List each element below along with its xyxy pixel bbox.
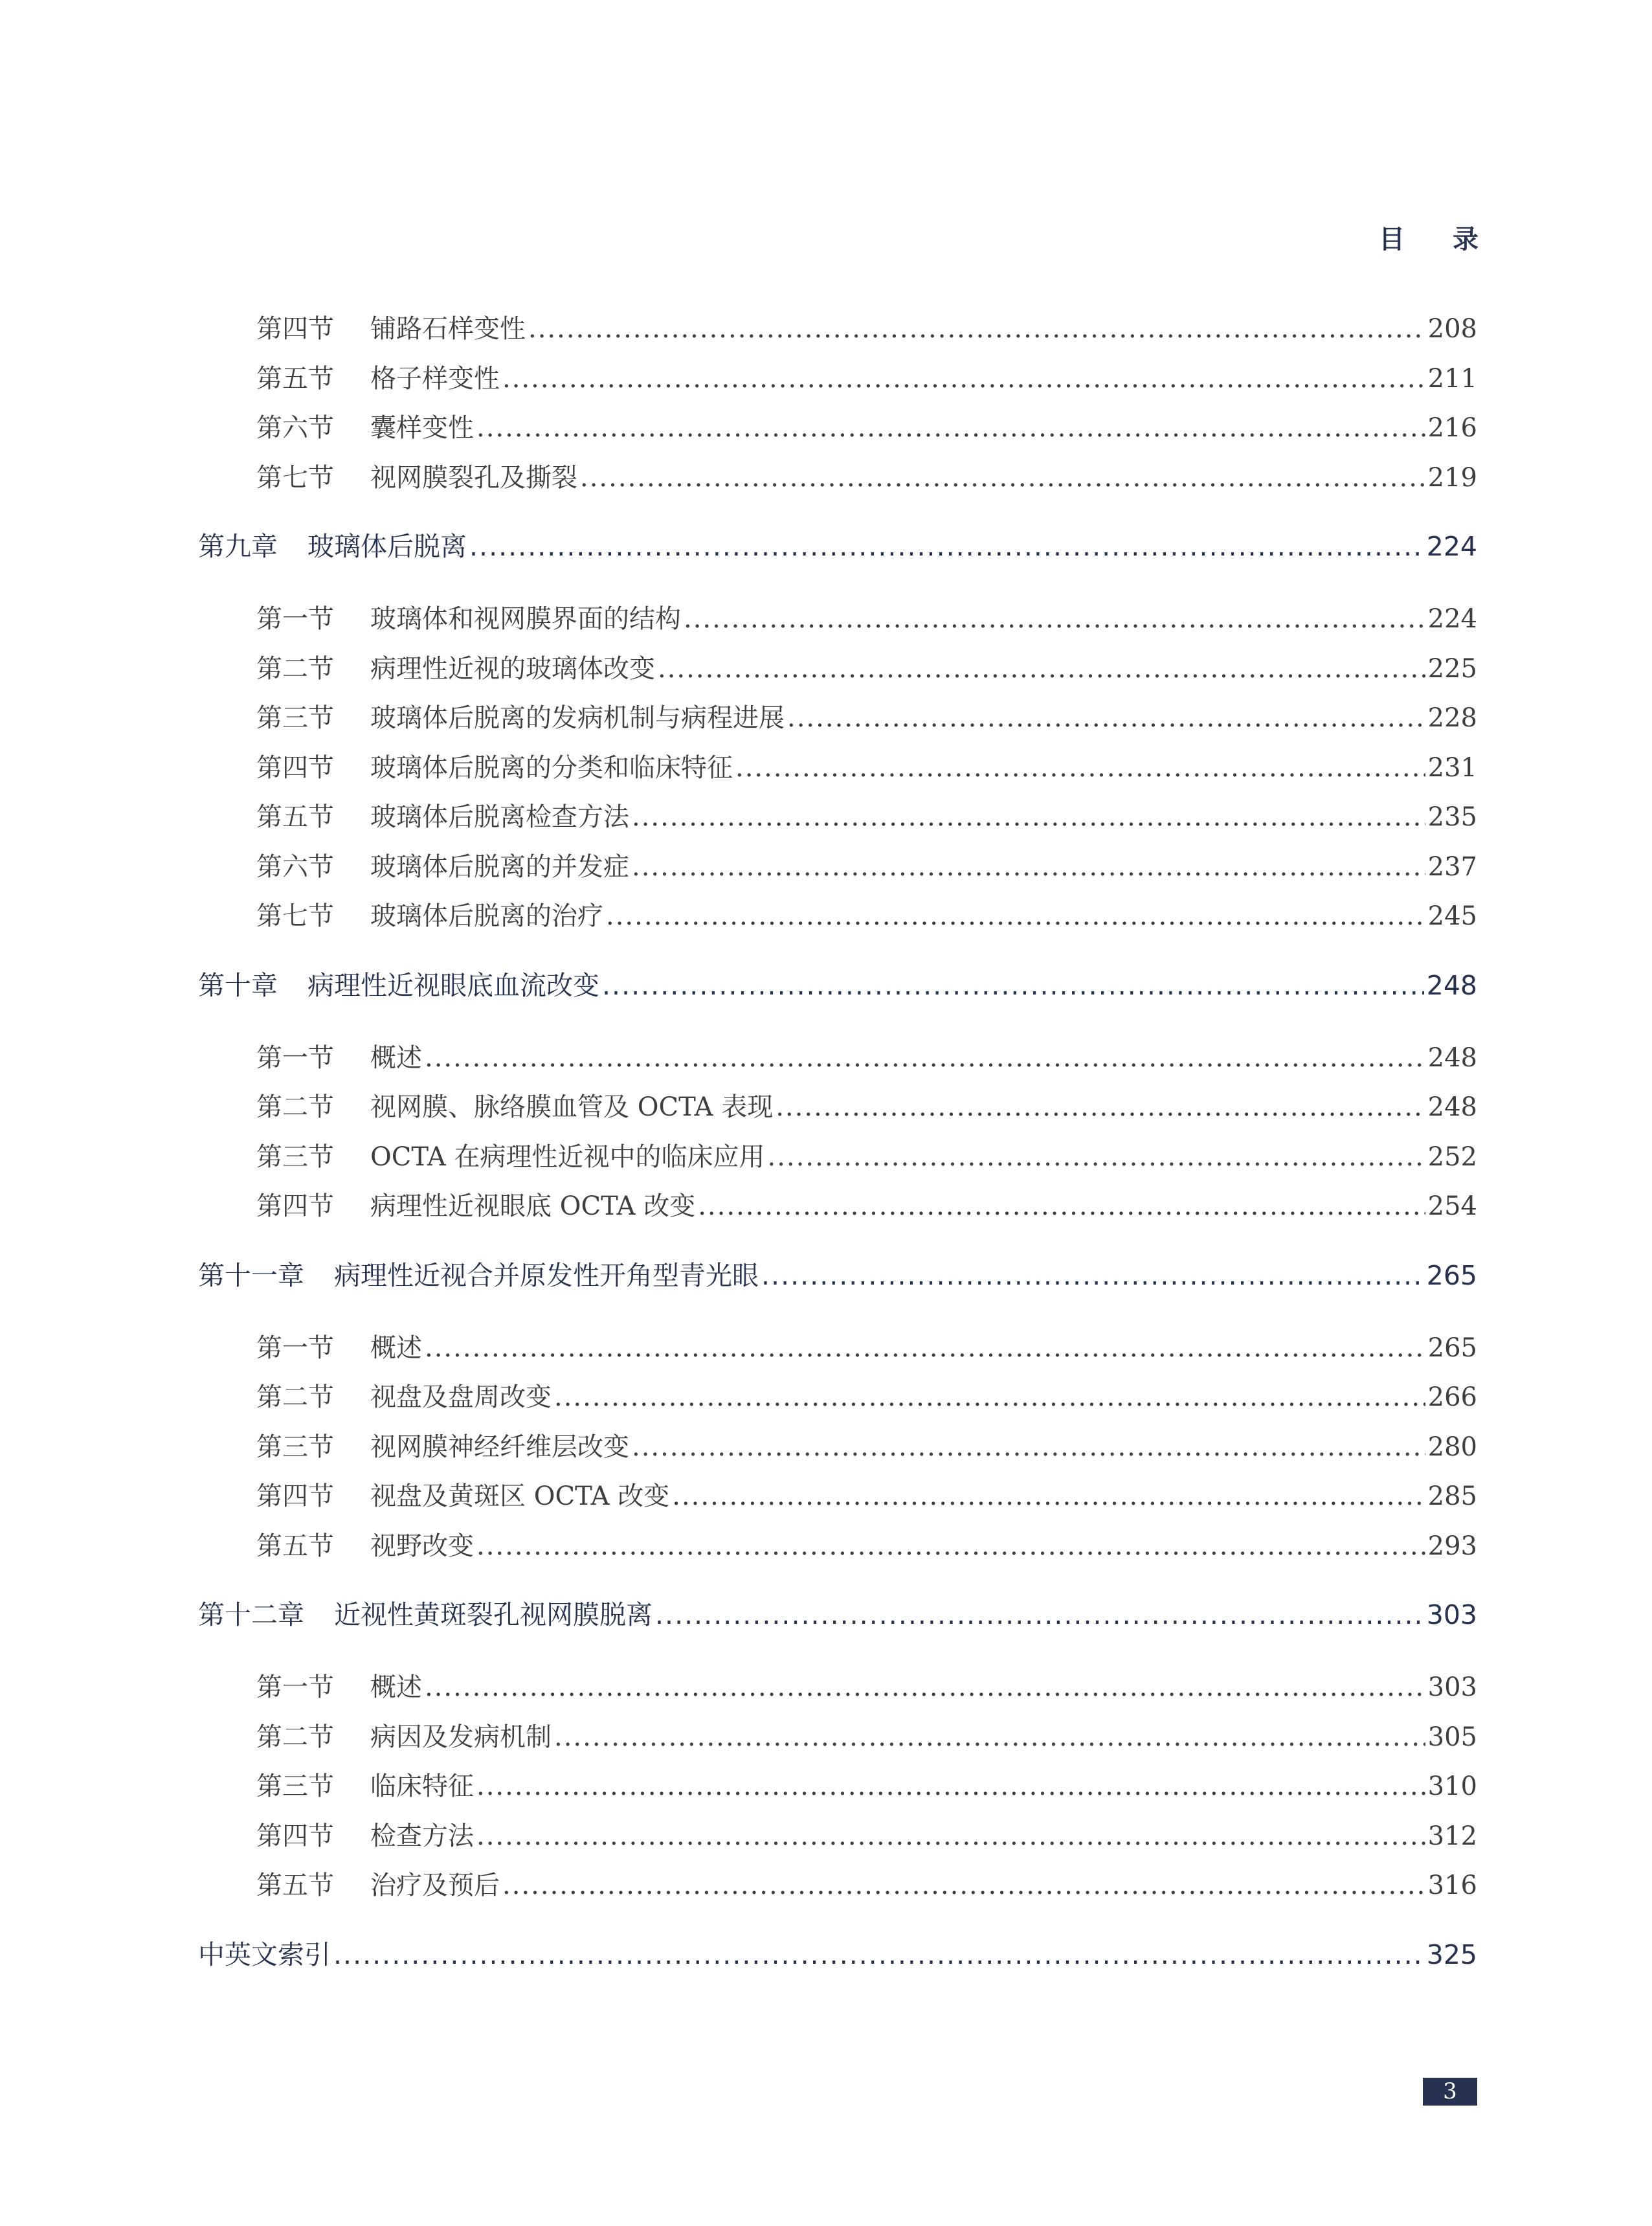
toc-section-entry[interactable] bbox=[256, 1132, 1477, 1182]
toc-section-entry[interactable] bbox=[256, 1422, 1477, 1472]
section-title: 视野改变 bbox=[370, 1531, 474, 1561]
toc-section-entry[interactable] bbox=[256, 743, 1477, 793]
section-number: 第一节 bbox=[256, 1672, 334, 1702]
page-number: 248 bbox=[1427, 1042, 1477, 1073]
toc-chapter-entry[interactable] bbox=[198, 961, 1477, 1010]
toc-section-entry[interactable] bbox=[256, 1663, 1477, 1713]
table-of-contents bbox=[0, 304, 1652, 2003]
toc-section-entry[interactable] bbox=[256, 1182, 1477, 1231]
page-number: 237 bbox=[1427, 851, 1477, 882]
toc-chapter-entry[interactable] bbox=[198, 1590, 1477, 1639]
toc-section-entry[interactable] bbox=[256, 403, 1477, 453]
section-number: 第一节 bbox=[256, 1042, 334, 1073]
toc-section-entry[interactable] bbox=[256, 892, 1477, 941]
section-title: 玻璃体和视网膜界面的结构 bbox=[370, 604, 681, 634]
page-number: 254 bbox=[1427, 1191, 1477, 1221]
page-number: 208 bbox=[1427, 314, 1477, 344]
page-number: 228 bbox=[1427, 703, 1477, 733]
section-title: 概述 bbox=[370, 1672, 422, 1702]
section-number: 第四节 bbox=[256, 1191, 334, 1221]
dot-leader bbox=[580, 453, 1425, 503]
toc-section-entry[interactable] bbox=[256, 793, 1477, 842]
section-number: 第二节 bbox=[256, 1722, 334, 1752]
section-number: 第二节 bbox=[256, 1092, 334, 1122]
page-number: 235 bbox=[1427, 802, 1477, 832]
page-number: 312 bbox=[1427, 1821, 1477, 1851]
section-number: 第一节 bbox=[256, 604, 334, 634]
toc-section-entry[interactable] bbox=[256, 594, 1477, 644]
dot-leader bbox=[632, 793, 1425, 842]
section-number: 第五节 bbox=[256, 802, 334, 832]
dot-leader bbox=[768, 1132, 1425, 1182]
dot-leader bbox=[632, 1422, 1425, 1472]
section-number: 第一节 bbox=[256, 1332, 334, 1363]
section-number: 第二节 bbox=[256, 653, 334, 684]
page-number: 285 bbox=[1427, 1481, 1477, 1511]
section-number: 第六节 bbox=[256, 851, 334, 882]
section-number: 第五节 bbox=[256, 1531, 334, 1561]
section-title: 玻璃体后脱离的治疗 bbox=[370, 901, 603, 931]
page-number: 293 bbox=[1427, 1531, 1477, 1561]
page-number: 316 bbox=[1427, 1871, 1477, 1900]
page-number: 266 bbox=[1427, 1382, 1477, 1412]
chapter-title: 病理性近视合并原发性开角型青光眼 bbox=[334, 1259, 759, 1291]
section-number: 第四节 bbox=[256, 752, 334, 783]
section-number: 第二节 bbox=[256, 1382, 334, 1412]
section-number: 第七节 bbox=[256, 901, 334, 931]
toc-section-entry[interactable] bbox=[256, 1472, 1477, 1522]
page-number: 248 bbox=[1426, 969, 1477, 1001]
dot-leader bbox=[476, 1812, 1425, 1861]
dot-leader bbox=[787, 693, 1425, 743]
page-number: 216 bbox=[1427, 413, 1477, 443]
section-title: 概述 bbox=[370, 1332, 422, 1363]
toc-section-entry[interactable] bbox=[256, 1861, 1477, 1911]
toc-section-entry[interactable] bbox=[256, 453, 1477, 503]
toc-section-entry[interactable] bbox=[256, 1812, 1477, 1861]
toc-section-entry[interactable] bbox=[256, 354, 1477, 404]
toc-chapter-entry[interactable] bbox=[198, 1251, 1477, 1300]
page-number: 225 bbox=[1427, 653, 1477, 684]
section-number: 第三节 bbox=[256, 1141, 334, 1172]
toc-section-entry[interactable] bbox=[256, 1373, 1477, 1422]
dot-leader bbox=[672, 1472, 1425, 1522]
section-number: 第五节 bbox=[256, 363, 334, 394]
dot-leader bbox=[476, 403, 1425, 453]
section-title: 病理性近视的玻璃体改变 bbox=[370, 653, 655, 684]
page-number: 248 bbox=[1427, 1092, 1477, 1122]
dot-leader bbox=[476, 1762, 1425, 1812]
index-title: 中英文索引 bbox=[198, 1939, 331, 1970]
page-number: 265 bbox=[1426, 1259, 1477, 1291]
chapter-number: 第十章 bbox=[198, 969, 278, 1001]
toc-section-entry[interactable] bbox=[256, 1083, 1477, 1132]
section-number: 第七节 bbox=[256, 462, 334, 493]
section-title: 视网膜神经纤维层改变 bbox=[370, 1432, 629, 1462]
section-title: 铺路石样变性 bbox=[370, 314, 526, 344]
dot-leader bbox=[655, 1590, 1424, 1639]
dot-leader bbox=[476, 1522, 1425, 1571]
page-number: 224 bbox=[1427, 604, 1477, 634]
section-title: 病因及发病机制 bbox=[370, 1722, 552, 1752]
section-title: 玻璃体后脱离的发病机制与病程进展 bbox=[370, 703, 785, 733]
section-title: 视网膜、脉络膜血管及 OCTA 表现 bbox=[370, 1092, 774, 1122]
toc-section-entry[interactable] bbox=[256, 1762, 1477, 1812]
section-number: 第四节 bbox=[256, 314, 334, 344]
page-number: 219 bbox=[1427, 462, 1477, 493]
dot-leader bbox=[761, 1251, 1424, 1300]
chapter-number: 第十二章 bbox=[198, 1599, 304, 1630]
section-title: 病理性近视眼底 OCTA 改变 bbox=[370, 1191, 696, 1221]
chapter-title: 病理性近视眼底血流改变 bbox=[307, 969, 599, 1001]
page-number: 280 bbox=[1427, 1432, 1477, 1462]
section-number: 第五节 bbox=[256, 1871, 334, 1900]
section-number: 第六节 bbox=[256, 413, 334, 443]
page-number: 265 bbox=[1427, 1332, 1477, 1363]
section-number: 第三节 bbox=[256, 703, 334, 733]
dot-leader bbox=[606, 892, 1425, 941]
section-title: 格子样变性 bbox=[370, 363, 500, 394]
toc-section-entry[interactable] bbox=[256, 1713, 1477, 1762]
chapter-title: 玻璃体后脱离 bbox=[307, 531, 467, 562]
section-title: 玻璃体后脱离的并发症 bbox=[370, 851, 629, 882]
section-number: 第三节 bbox=[256, 1771, 334, 1801]
dot-leader bbox=[469, 522, 1424, 571]
dot-leader bbox=[684, 594, 1425, 644]
toc-section-entry[interactable] bbox=[256, 842, 1477, 892]
page-number: 224 bbox=[1426, 531, 1477, 562]
toc-section-entry[interactable] bbox=[256, 693, 1477, 743]
toc-section-entry[interactable] bbox=[256, 304, 1477, 354]
dot-leader bbox=[425, 1323, 1425, 1373]
page-number-badge: 3 bbox=[1423, 2078, 1477, 2106]
dot-leader bbox=[554, 1373, 1425, 1422]
dot-leader bbox=[425, 1033, 1425, 1083]
page-number: 245 bbox=[1427, 901, 1477, 931]
dot-leader bbox=[776, 1083, 1425, 1132]
dot-leader bbox=[602, 961, 1424, 1010]
section-number: 第三节 bbox=[256, 1432, 334, 1462]
page-number: 252 bbox=[1427, 1141, 1477, 1172]
section-title: 玻璃体后脱离检查方法 bbox=[370, 802, 629, 832]
dot-leader bbox=[333, 1930, 1424, 1979]
section-title: 临床特征 bbox=[370, 1771, 474, 1801]
dot-leader bbox=[554, 1713, 1425, 1762]
page-number: 310 bbox=[1427, 1771, 1477, 1801]
section-title: 视盘及黄斑区 OCTA 改变 bbox=[370, 1481, 670, 1511]
page-number: 231 bbox=[1427, 752, 1477, 783]
section-title: OCTA 在病理性近视中的临床应用 bbox=[370, 1141, 765, 1172]
dot-leader bbox=[658, 644, 1425, 694]
page-number: 325 bbox=[1426, 1939, 1477, 1970]
toc-chapter-entry[interactable] bbox=[198, 522, 1477, 571]
page-number: 305 bbox=[1427, 1722, 1477, 1752]
page-number: 303 bbox=[1426, 1599, 1477, 1630]
toc-section-entry[interactable] bbox=[256, 1323, 1477, 1373]
dot-leader bbox=[698, 1182, 1425, 1231]
section-title: 治疗及预后 bbox=[370, 1871, 500, 1900]
chapter-number: 第十一章 bbox=[198, 1259, 304, 1291]
toc-section-entry[interactable] bbox=[256, 644, 1477, 694]
dot-leader bbox=[528, 304, 1425, 354]
dot-leader bbox=[502, 1861, 1425, 1911]
page-header-title: 目 录 bbox=[1379, 225, 1498, 254]
dot-leader bbox=[502, 354, 1425, 404]
dot-leader bbox=[632, 842, 1425, 892]
section-title: 视盘及盘周改变 bbox=[370, 1382, 552, 1412]
dot-leader bbox=[735, 743, 1425, 793]
page-number: 211 bbox=[1427, 363, 1477, 394]
section-title: 视网膜裂孔及撕裂 bbox=[370, 462, 577, 493]
dot-leader bbox=[425, 1663, 1425, 1713]
section-title: 检查方法 bbox=[370, 1821, 474, 1851]
toc-section-entry[interactable] bbox=[256, 1522, 1477, 1571]
section-title: 囊样变性 bbox=[370, 413, 474, 443]
page-number: 303 bbox=[1427, 1672, 1477, 1702]
toc-index-entry[interactable] bbox=[198, 1930, 1477, 1979]
section-number: 第四节 bbox=[256, 1821, 334, 1851]
toc-section-entry[interactable] bbox=[256, 1033, 1477, 1083]
section-title: 概述 bbox=[370, 1042, 422, 1073]
section-title: 玻璃体后脱离的分类和临床特征 bbox=[370, 752, 733, 783]
section-number: 第四节 bbox=[256, 1481, 334, 1511]
chapter-title: 近视性黄斑裂孔视网膜脱离 bbox=[334, 1599, 653, 1630]
chapter-number: 第九章 bbox=[198, 531, 278, 562]
